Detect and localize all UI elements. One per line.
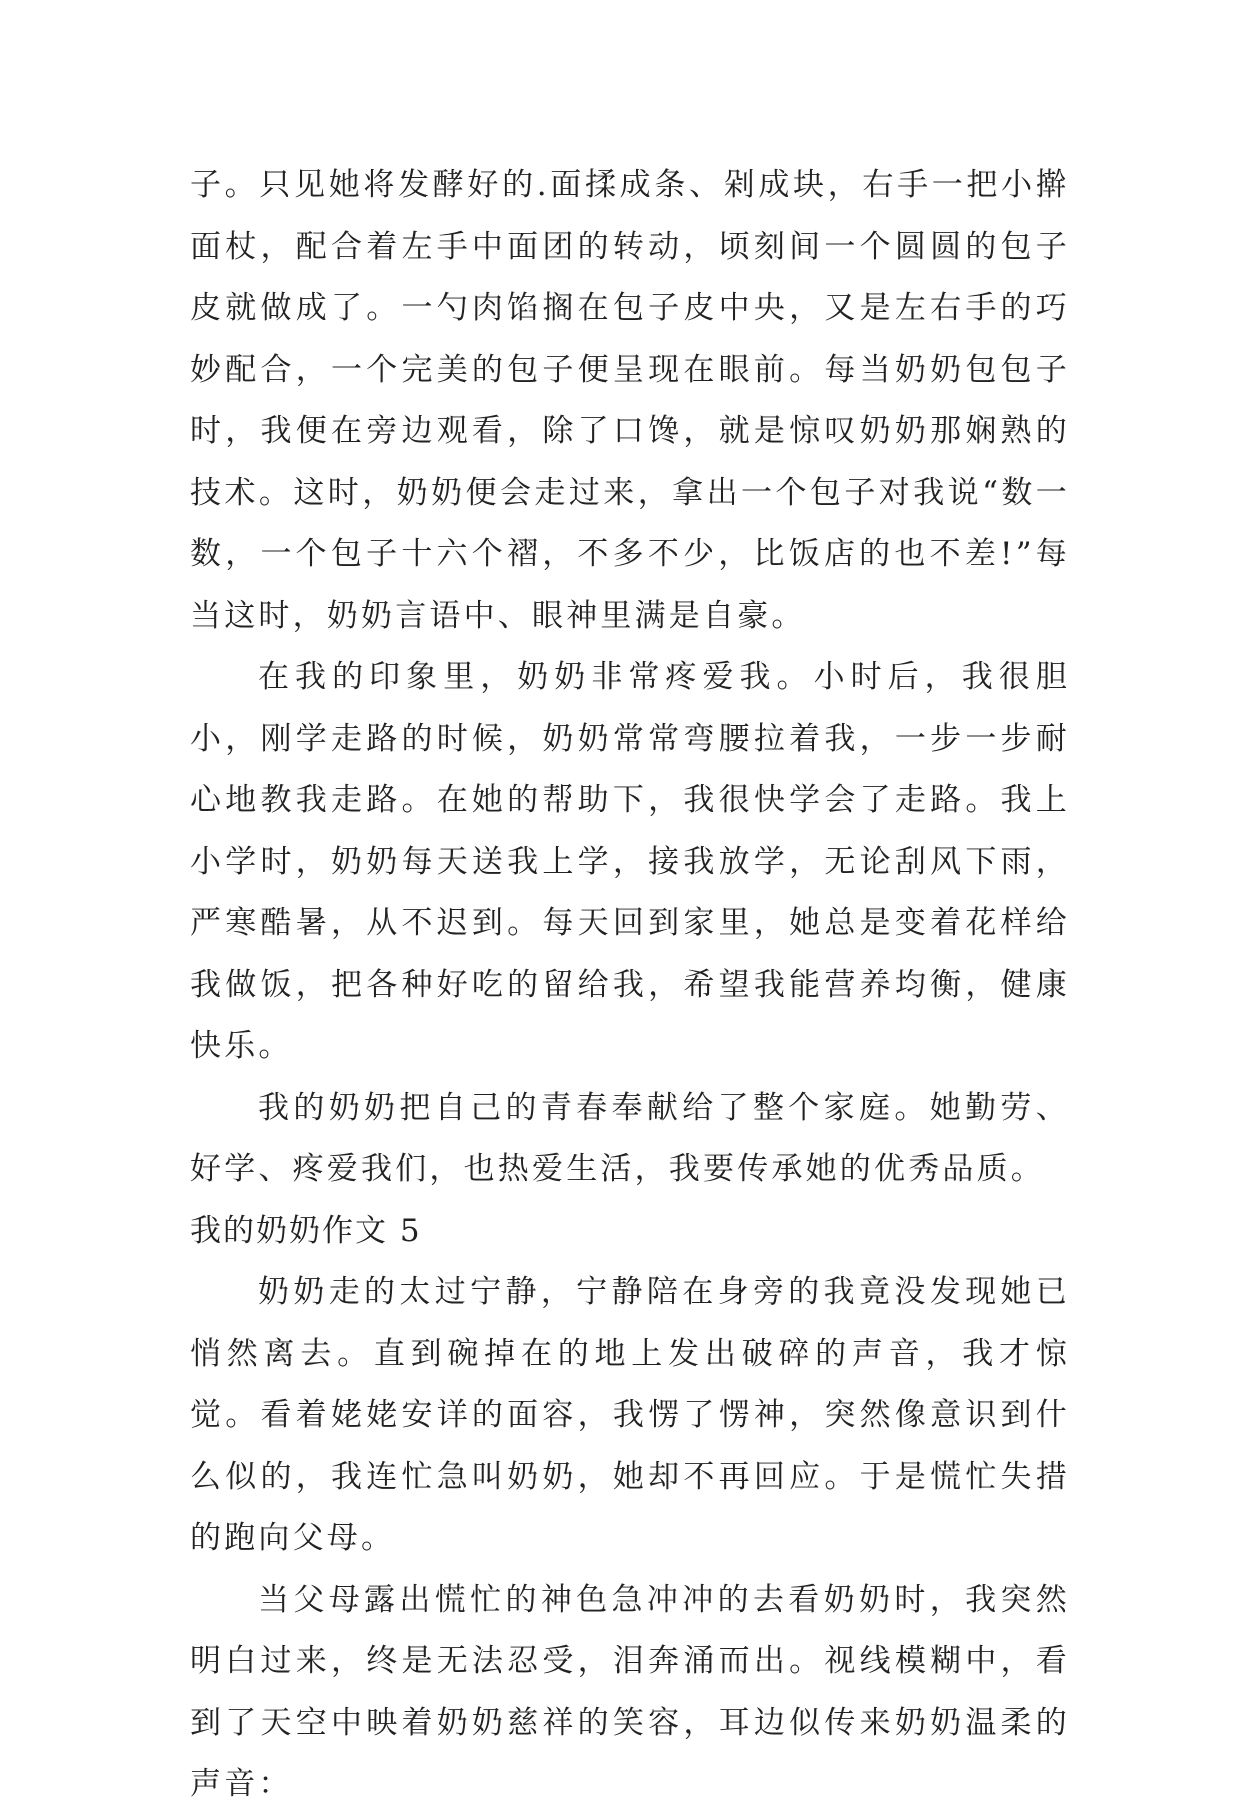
paragraph-5: 当父母露出慌忙的神色急冲冲的去看奶奶时，我突然明白过来，终是无法忍受，泪奔涌而出。视线模糊中，看到了天空中映着奶奶慈祥的笑容，耳边似传来奶奶温柔的声音：: [190, 1581, 1070, 1802]
paragraph-2: 在我的印象里，奶奶非常疼爱我。小时后，我很胆小，刚学走路的时候，奶奶常常弯腰拉着我，一步一步耐心地教我走路。在她的帮助下，我很快学会了走路。我上小学时，奶奶每天送我上学，接我放学，无论刮风下雨，严寒酷暑，从不迟到。每天回到家里，她总是变着花样给我做饭，把各种好吃的留给我，希望我能营养均衡，健康快乐。: [190, 659, 1070, 1064]
document-body: [190, 155, 1070, 1816]
paragraph-1: 子。只见她将发酵好的.面揉成条、剁成块，右手一把小擀面杖，配合着左手中面团的转动，顷刻间一个圆圆的包子皮就做成了。一勺肉馅搁在包子皮中央，又是左右手的巧妙配合，一个完美的包子便呈现在眼前。每当奶奶包包子时，我便在旁边观看，除了口馋，就是惊叹奶奶那娴熟的技术。这时，奶奶便会走过来，拿出一个包子对我说“数一数，一个包子十六个褶，不多不少，比饭店的也不差!”每当这时，奶奶言语中、眼神里满是自豪。: [190, 167, 1070, 634]
section-heading: 我的奶奶作文 5: [190, 1212, 422, 1249]
paragraph-4: 奶奶走的太过宁静，宁静陪在身旁的我竟没发现她已悄然离去。直到碗掉在的地上发出破碎的声音，我才惊觉。看着姥姥安详的面容，我愣了愣神，突然像意识到什么似的，我连忙急叫奶奶，她却不再回应。于是慌忙失措的跑向父母。: [190, 1274, 1070, 1556]
paragraph-3: 我的奶奶把自己的青春奉献给了整个家庭。她勤劳、好学、疼爱我们，也热爱生活，我要传承她的优秀品质。: [190, 1089, 1070, 1187]
